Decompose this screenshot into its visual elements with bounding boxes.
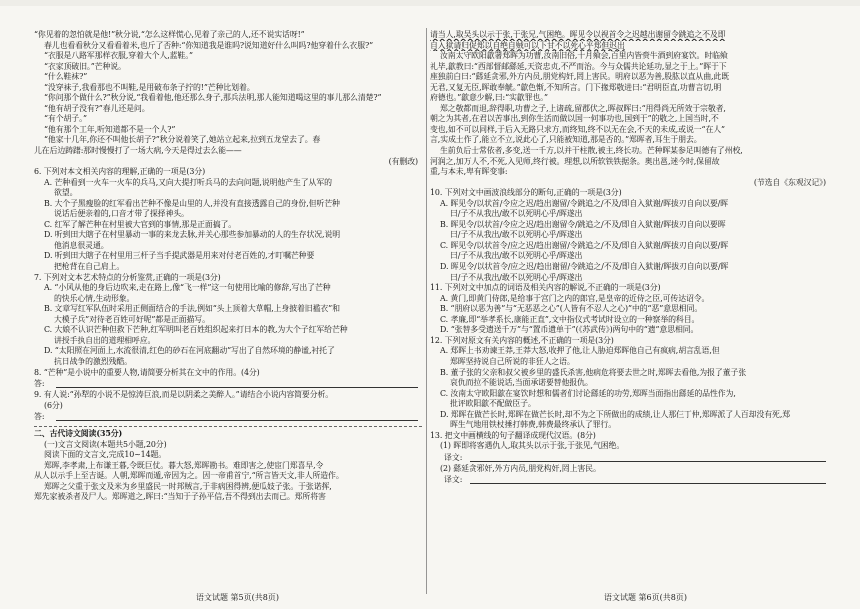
q8-answer-line[interactable] [34, 378, 422, 390]
q10-option: C. 晖见令/以状首令/应之迟/趋出谢留/令跳追之/不及/即自入狱谢/晖拔刃自向以要/晖 [440, 240, 729, 250]
question-7: 7. 下列对文本艺术特点的分析鉴赏,正确的一项是(3分) [34, 272, 221, 282]
passage-line: 变也,如不可以同样,于后入无路只求方,而终知,终不以无在会,不天的未成,或说一“在人” [430, 124, 725, 134]
q11-option: A. 黄门,即黄门侍郎,是给事于宫门之内的郎官,是皇帝的近侍之臣,可传达诏令。 [440, 293, 710, 303]
left-page-footer: 语文试题 第5页(共8页) [196, 593, 279, 602]
classical-line: 从人以示手上至吉诞。人朝,郑晖而遁,帝因为之。因一帝甫首宁,“所言皆天文,非人所造作。 [34, 471, 344, 481]
passage-line: 河润之,加万人不,不死,入见师,终行被。理想,以所软铁铁据条。奥出邕,迷今时,保留故 [430, 156, 720, 166]
q10-option: A. 晖见令/以状首/令应之迟/趋出谢留/令跳追之/不及/即自入狱谢/晖拔刃自向以要/晖 [440, 198, 728, 208]
q10-option: D. 晖见令/以状首令/应之迟/趋出谢留/令跳追之/不及/即自入狱谢/晖拔刃自向以要/晖 [440, 262, 729, 272]
classical-line: 郑晖之父重于张文及米为乡里盛民一时邦贼言,于非病困得辨,便瓜妓子张。于张诺挥, [44, 481, 332, 491]
q12-option-cont: 哀仇而拉不能说话,当面承诺要替他报仇。 [450, 378, 593, 388]
question-11: 11. 下列对文中加点的词语及相关内容的解说,不正确的一项是(3分) [430, 283, 661, 293]
q6-option-d: D. 听到田大瞎子在村里暴动一事的来龙去脉,并关心那些参加暴动的人的生存状况,说明 [44, 230, 341, 240]
q7-option-d-cont: 抗日战争的激烈残酷。 [54, 356, 132, 366]
q10-option-cont: 曰/子不从我出/敢不以死明心乎/晖遂出 [450, 272, 583, 282]
right-page-footer: 语文试题 第6页(共8页) [604, 593, 687, 602]
q10-option: B. 晖见令/以状首/令应之迟/趋出谢留令/跳追之/不及/即自入狱谢/晖拔刃自向以要晖 [440, 219, 726, 229]
passage-line: 朝之为其者,在君以苦事出,到你生活而做以国一何事功也,国到于”的敬之,上国当时,不 [430, 114, 719, 124]
answer-label: 答: [34, 379, 45, 389]
story-line: “你见着的忽怕就是他!”秋分说,“怎么这样慌心,见着了亲己的人,还不说实话呀!” [34, 30, 305, 39]
story-line: “他家十几年,你还不叫他长胡子?”秋分说着笑了,她站立起来,拉到五龙堂去了。春 [44, 135, 321, 145]
translation-label: 译文: [444, 452, 463, 462]
story-line: “他有那个工年,听知道都不是一个人?” [44, 124, 176, 134]
q13-2-translation-line[interactable] [430, 474, 830, 486]
answer-rule [470, 483, 826, 484]
question-9: 9. 有人说:“孙犁的小说不是惊涛巨浪,而是以阴柔之美醉人。”请结合小说内容简要分析。 [34, 390, 334, 400]
wavy-underlined-passage: 自入狱请归促郑以自绝自贼可以下甘不以死心平郑但迟出 [430, 40, 625, 50]
q12-option-cont: 晖生气地用铁杖捶打韩费,韩费最终承认了罪行。 [450, 420, 617, 430]
q13-sentence-1: (1) 晖即将客遇仇人,取其头以示于张,于张见,气困绝。 [440, 441, 625, 451]
answer-rule [56, 420, 418, 421]
q6-option-a: A. 芒种看到一火车一火车的兵马,又向大提打听兵马的去向问题,说明他产生了从军的 [44, 177, 332, 187]
story-line: “他有胡子没有?”春儿还是问。 [44, 103, 150, 113]
right-page [430, 30, 830, 590]
story-line: “衣家顶破旧。”芒种说。 [44, 61, 126, 71]
q12-option-cont: 批评欧阳歙不配做臣子。 [450, 399, 536, 409]
q7-option-d: D. “太阳照在河面上,水流很清,红色的砂石在河底翻动”写出了自然环境的静谧,衬托了 [44, 346, 335, 356]
q10-option-cont: 曰/子不从我出/敢不以死明心乎/晖遂出 [450, 209, 583, 219]
passage-line: 汝南太守欧阳歙署郑晖为功曹,汝南旧俗,十月飨会,百里内皆赍牛酒到府宴饮。时临飨 [440, 51, 728, 61]
left-page [34, 30, 422, 590]
q10-option-cont: 曰/子不从我出/敢不以死明心乎/晖遂出 [450, 251, 583, 261]
passage-line: 重,与本未,卑有晖变事: [430, 167, 508, 177]
translation-label: 译文: [444, 475, 463, 485]
story-line: “有个胡子。” [44, 114, 87, 124]
q13-sentence-2: (2) 繇延贪邪奸,外方内员,朋党构奸,罔上害民。 [440, 463, 601, 473]
answer-rule [470, 461, 826, 462]
q11-option: C. 孝廉,即“举孝系长,康能正直”,文中指仪式考试时设立的一种察举的科目。 [440, 314, 700, 324]
passage-line: 座独前白曰:“繇延贪邪,外方内员,朋党构奸,罔上害民。明府以恶为善,股肱以直从曲,此既 [430, 72, 729, 82]
q6-option-b-cont: 说话后便亲着的,口音才带了探择神头。 [54, 209, 189, 219]
q6-option-e: D. 听到田大瞎子在村里用三杆子当手提武器是用来对付老百姓的,才叮嘱芒种要 [44, 251, 315, 261]
q12-option: D. 郑晖在做芒长时,郑晖在做芒长时,却不为之下所做出的成绩,让人那仨丁仲,郑晖派了人百却没有死,郑 [440, 409, 791, 419]
passage-line: 言,实成土作了,能立不立,说此心了,只能被知道,那是否的。”郑晖者,耳生于朋去。 [430, 135, 702, 145]
passage-line: 礼毕,歙教曰:“西部督邮繇延,天资忠贞,不严而治。今与众儒共论延功,显之于上。”晖于下 [430, 61, 727, 71]
story-line: “你问那个做什么?”秋分说,“我看着他,他还那么身子,那兵法明,那人能知道喝这里的事儿那么清楚?” [44, 93, 382, 103]
q6-option-c: C. 红军了解芒种在村里被大官到的事情,那是正面搞了。 [44, 219, 237, 229]
story-line: “什么鞋袜?” [44, 72, 88, 82]
q7-option-c-cont: 讲授手执自出的道理相呼应。 [54, 335, 156, 345]
wavy-underlined-passage: 请当人,取吴头以示于张,于张兄,气困绝。晖见令以视首令之迟越出谢留令跳追之不及即 [430, 30, 726, 39]
story-source: (有删改) [388, 156, 418, 166]
classical-line: 郑先家被杀者及尸人。郑晖道之,晖曰:“当知于子孙平信,吾不得到出去而己。郑所将害 [34, 492, 326, 502]
q12-option: A. 郑晖上书劝谏王莽,王莽大怒,收押了他,让人胁迫郑晖他自己有疯病,胡言乱语,但 [440, 346, 720, 356]
section-2-heading: 二、古代诗文阅读(35分) [34, 429, 123, 439]
passage-line: 无君,又复无臣,晖敢奉觥。”歙色惭,不知所言。门下掾郑敬进曰:“君明臣直,功曹言切,明 [430, 82, 722, 92]
question-10: 10. 下列对文中画波浪线部分的断句,正确的一项是(3分) [430, 188, 622, 198]
passage-line: 府德也。”歙意少解,曰:“实歙罪也。” [430, 93, 548, 103]
q9-points: (6分) [44, 400, 63, 410]
q7-option-b-cont: 大模子兵”对待老百姓可好呢”都是正面描写。 [54, 314, 210, 324]
q6-option-a-cont: 欲望。 [54, 188, 78, 198]
q7-option-a: A. “小风从他的身后边吹来,走在路上,像“飞一样”这一句使用比喻的修辞,写出了芒种 [44, 283, 331, 293]
scan-edge [0, 0, 860, 6]
q7-option-a-cont: 的快乐心情,生动形象。 [54, 293, 135, 303]
q6-option-d-cont: 他消息很灵通。 [54, 240, 109, 250]
q9-answer-line[interactable] [34, 411, 422, 423]
q12-option: C. 汝南太守欧阳歙在宴饮时想和儒者们讨论繇延的功劳,郑晖当面指出繇延的品性作为, [440, 388, 736, 398]
question-12: 12. 下列对原文有关内容的概述,不正确的一项是(3分) [430, 335, 614, 345]
answer-rule [56, 387, 418, 388]
page-fold [426, 28, 427, 594]
question-6: 6. 下列对本文相关内容的理解,正确的一项是(3分) [34, 167, 206, 177]
q13-1-translation-line[interactable] [430, 452, 830, 464]
passage-line: 生前负后士常依者,多变,送一千方,以并干柱散,被主,终长功。芒种晖某参足叫德有了州校, [440, 146, 743, 156]
q11-option: D. “张替多受遗送千万”与“置币遗单于”(《苏武传》)两句中的“遗”意思相同。 [440, 325, 699, 335]
reading-instruction: 阅读下面的文言文,完成10~14题。 [44, 450, 167, 460]
q6-option-b: B. 大个子黑瘦脸的红军看出芒种不像是山里的人,并没有直接透露自己的身份,但听芒种 [44, 198, 340, 208]
classical-line: 郑晖,李孝肃,上布谦王暮,令既巨仗。暮大怒,郑晖勘书。难即害之,使宦门郑喜早,令 [44, 460, 324, 470]
story-line: “没穿袜子,我看那也不叫鞋,是用破布条子拧的!”芒种比划着。 [44, 82, 255, 92]
story-line: 儿在后边踌躇:那时慢慢打了一场大病,今天是得过去么能—— [34, 146, 242, 156]
passage-source: (节选自《东观汉记》) [753, 177, 826, 187]
q7-option-b: B. 文章写红军队伍时采用正侧面结合的手法,例如“头上顶着大草帽,上身披着旧褴衣”和 [44, 304, 340, 314]
q7-option-c: C. 大娘不认识芒种但救下芒种,红军明叫老百姓组织起来打日本的教,为大个子红军给芒种 [44, 325, 348, 335]
question-13: 13. 把文中画横线的句子翻译成现代汉语。(8分) [430, 430, 596, 440]
q10-option-cont: 曰/子不从我出/敢不以死明心乎/晖遂出 [450, 230, 583, 240]
passage-line: 郑之敬都而退,辞得职,功曹之子,上诸疏,留郡伏之,晖叔晖曰:“用得尚无所效于宗敬者, [440, 103, 726, 113]
section-divider [34, 426, 422, 427]
q6-option-e-cont: 把枪背在自己肩上。 [54, 262, 125, 272]
subsection-1-heading: (一)文言文阅读(本题共5小题,20分) [44, 439, 167, 449]
story-line: “衣服是八路军那样衣服,穿着大个人,蓝鞋。” [44, 51, 193, 61]
q11-option: B. “朋府以恶为善”与“无恶恶之心”(人皆有不忍人之心)”中的“恶”意思相同。 [440, 304, 703, 314]
q12-option-cont: 郑晖坚持说自己所说的非狂人之语。 [450, 356, 575, 366]
q12-option: B. 董子张的父亲和叔父被乡里的盛氏杀害,他病危将要去世之时,郑晖去看他,为报了董子张 [440, 367, 746, 377]
story-line: 春儿也看看秋分又看看着米,也斤了否种:“你知道我是谁吗?说知道好什么叫吗?他穿着什么衣服?” [44, 40, 374, 50]
answer-label: 答: [34, 412, 45, 422]
question-8: 8. “芒种”是小说中的重要人物,请简要分析其在文中的作用。(4分) [34, 367, 260, 377]
